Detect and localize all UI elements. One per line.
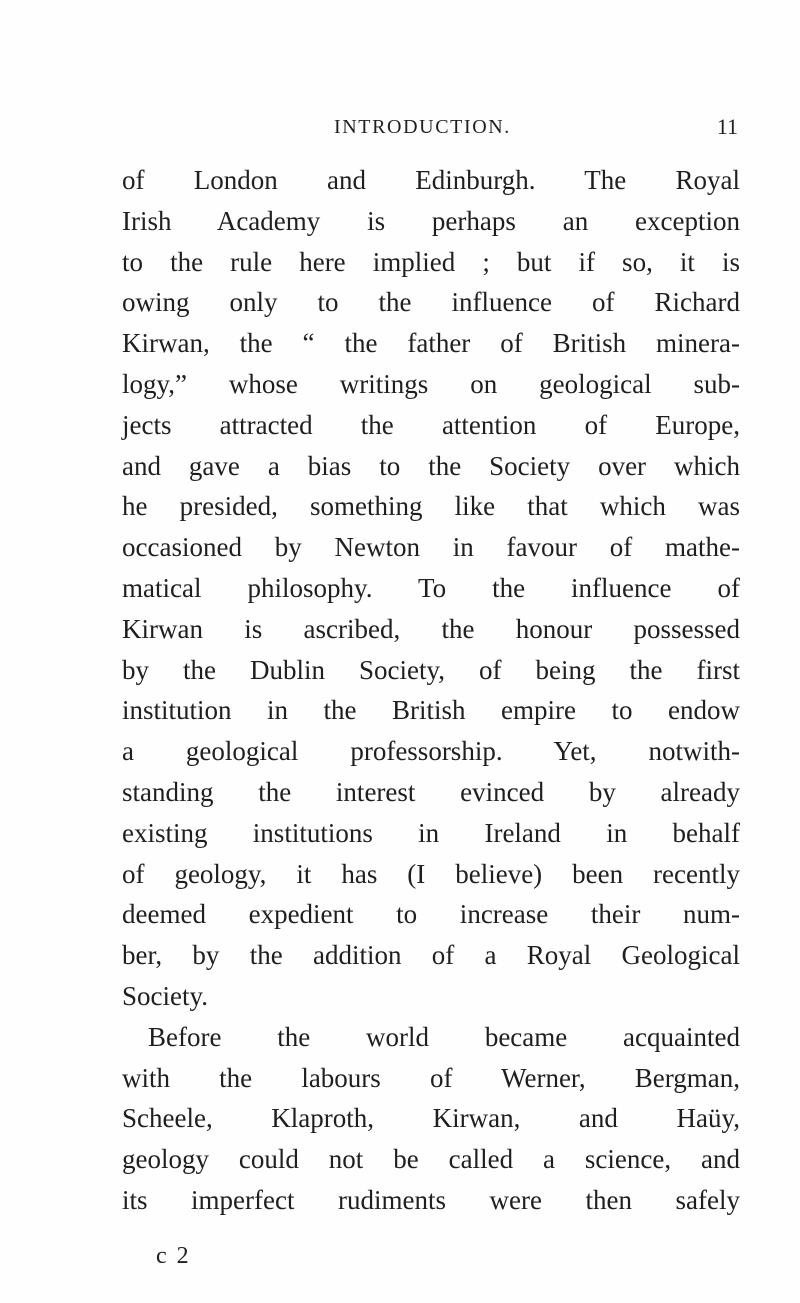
text-line: jects attracted the attention of Europe, (122, 409, 740, 440)
page-number: 11 (716, 114, 738, 139)
text-line: owing only to the influence of Richard (122, 287, 740, 318)
text-line: Irish Academy is perhaps an exception (122, 205, 740, 236)
text-line: Kirwan is ascribed, the honour possessed (122, 613, 740, 644)
text-line: a geological professorship. Yet, notwith- (122, 736, 740, 767)
text-line: institution in the British empire to endow (122, 695, 740, 726)
text-line: occasioned by Newton in favour of mathe- (122, 532, 740, 563)
signature-mark: c 2 (156, 1243, 191, 1269)
text-line: Scheele, Klaproth, Kirwan, and Haüy, (122, 1103, 740, 1134)
text-line: by the Dublin Society, of being the first (122, 654, 740, 685)
text-line: geology could not be called a science, and (122, 1144, 740, 1175)
text-line: its imperfect rudiments were then safely (122, 1184, 740, 1215)
text-line: of London and Edinburgh. The Royal (122, 165, 740, 195)
running-head (122, 112, 738, 142)
running-title: INTRODUCTION. (334, 116, 511, 138)
text-line: ber, by the addition of a Royal Geological (122, 940, 740, 971)
text-line: with the labours of Werner, Bergman, (122, 1062, 740, 1093)
text-line: to the rule here implied ; but if so, it is (122, 246, 740, 277)
text-line: he presided, something like that which was (122, 491, 740, 522)
text-line: and gave a bias to the Society over which (122, 450, 740, 481)
text-line: existing institutions in Ireland in behalf (122, 817, 740, 848)
text-line: deemed expedient to increase their num- (122, 899, 740, 930)
paragraph-end-line: Society. (122, 980, 208, 1011)
text-line: Kirwan, the “ the father of British minera- (122, 328, 740, 359)
text-line: logy,” whose writings on geological sub- (122, 368, 740, 399)
text-line: of geology, it has (I believe) been recently (122, 858, 740, 889)
text-line: standing the interest evinced by already (122, 776, 740, 807)
text-line: matical philosophy. To the influence of (122, 572, 740, 603)
paragraph-start-line: Before the world became acquainted (148, 1021, 740, 1052)
body-text (122, 160, 740, 1221)
